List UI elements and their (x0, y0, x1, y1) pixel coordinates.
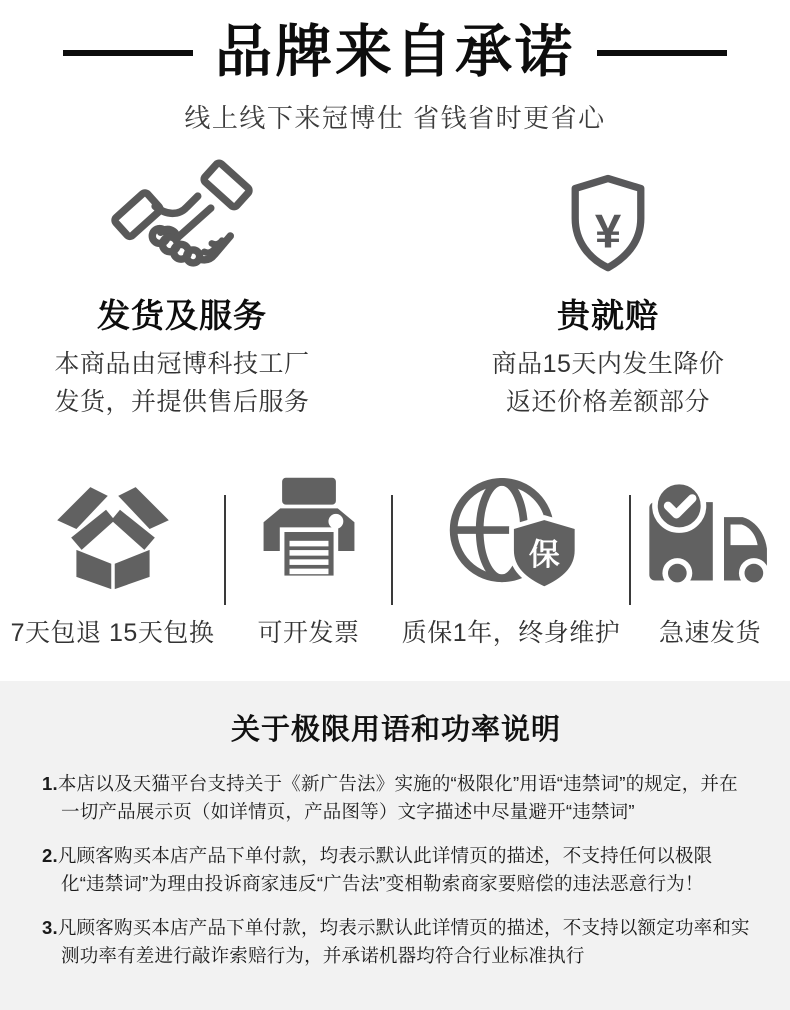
feature-desc-line: 发货，并提供售后服务 (54, 387, 310, 416)
service-guarantees-section (0, 463, 790, 649)
warranty-badge-text: 保 (528, 536, 560, 572)
service-fast-shipping (630, 463, 790, 649)
disclaimer-title: 关于极限用语和功率说明 (230, 713, 561, 746)
page-title: 品牌来自承诺 (215, 20, 575, 84)
disclaimer-item-3 (42, 914, 750, 970)
disclaimer-item-number: 1. (42, 772, 58, 794)
service-return-policy (0, 463, 225, 649)
title-decoration-line-right (597, 50, 727, 56)
title-row (0, 20, 790, 86)
feature-price-guarantee (438, 173, 778, 421)
open-box-icon (52, 463, 174, 601)
disclaimer-item-text: 凡顾客购买本店产品下单付款，均表示默认此详情页的描述，不支持任何以极限化“违禁词”为理由投诉商家违反“广告法”变相勒索商家要赔偿的违法恶意行为！ (57, 844, 713, 894)
printer-icon (258, 463, 360, 601)
disclaimer-items (42, 770, 750, 970)
shield-yuan-icon (562, 173, 654, 275)
disclaimer-item-number: 3. (42, 916, 58, 938)
service-label: 7天包退 15天包换 (10, 618, 215, 647)
service-label: 急速发货 (658, 618, 761, 647)
feature-desc-line: 商品15天内发生降价 (491, 349, 725, 378)
feature-description (492, 345, 725, 421)
page-subtitle: 线上线下来冠博仕 省钱省时更省心 (184, 102, 606, 133)
disclaimer-item-text: 凡顾客购买本店产品下单付款，均表示默认此详情页的描述，不支持以额定功率和实测功率有差进行敲诈索赔行为，并承诺机器均符合行业标准执行 (57, 916, 750, 966)
disclaimer-item-number: 2. (42, 844, 58, 866)
feature-shipping-service (12, 173, 352, 421)
feature-desc-line: 返还价格差额部分 (505, 387, 710, 416)
handshake-icon (111, 173, 253, 275)
title-decoration-line-left (63, 50, 193, 56)
feature-title: 贵就赔 (557, 296, 659, 334)
delivery-truck-icon (640, 463, 780, 601)
service-label: 可开发票 (257, 618, 360, 647)
disclaimer-item-text: 本店以及天猫平台支持关于《新广告法》实施的“极限化”用语“违禁词”的规定，并在一切产品展示页（如详情页，产品图等）文字描述中尽量避开“违禁词” (57, 772, 738, 822)
disclaimer-section (0, 681, 790, 1010)
globe-warranty-icon (444, 463, 579, 601)
feature-title: 发货及服务 (97, 296, 267, 334)
service-invoice (225, 463, 392, 649)
disclaimer-item-2 (42, 842, 750, 898)
disclaimer-item-1 (42, 770, 750, 826)
feature-desc-line: 本商品由冠博科技工厂 (54, 349, 310, 378)
yuan-symbol: ¥ (594, 205, 622, 259)
feature-description (54, 345, 309, 421)
service-warranty (392, 463, 630, 649)
feature-section (0, 173, 790, 421)
brand-header (0, 0, 790, 135)
service-label: 质保1年，终身维护 (401, 618, 621, 647)
